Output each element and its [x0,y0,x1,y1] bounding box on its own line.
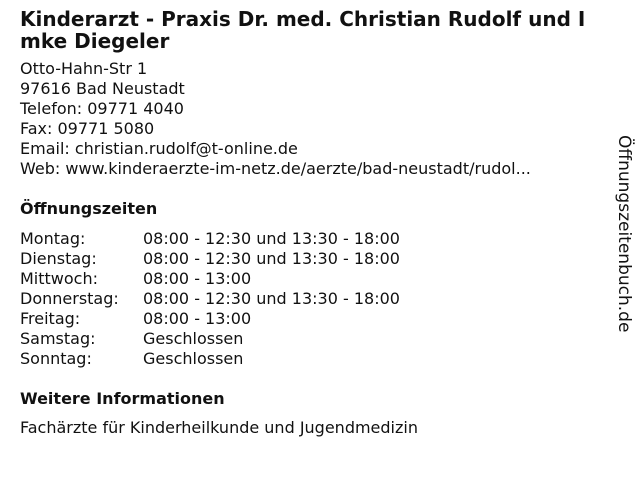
more-info-text: Fachärzte für Kinderheilkunde und Jugendmedizin [20,418,418,437]
day-label: Freitag: [20,309,81,328]
opening-hours-table [20,229,600,369]
day-label: Dienstag: [20,249,97,268]
opening-hours-title: Öffnungszeiten [20,199,158,218]
phone: Telefon: 09771 4040 [20,99,184,118]
day-label: Mittwoch: [20,269,98,288]
street: Otto-Hahn-Str 1 [20,59,148,78]
fax: Fax: 09771 5080 [20,119,155,138]
day-label: Donnerstag: [20,289,119,308]
site-watermark: Öffnungszeitenbuch.de [614,135,634,333]
day-label: Samstag: [20,329,96,348]
hours-row [20,329,600,349]
time-value: 08:00 - 12:30 und 13:30 - 18:00 [143,249,400,268]
hours-row [20,269,600,289]
website: Web: www.kinderaerzte-im-netz.de/aerzte/bad-neustadt/rudol... [20,159,531,178]
time-value: Geschlossen [143,329,244,348]
city: 97616 Bad Neustadt [20,79,185,98]
hours-row [20,349,600,369]
day-label: Sonntag: [20,349,92,368]
hours-row [20,289,600,309]
hours-row [20,229,600,249]
hours-row [20,249,600,269]
time-value: 08:00 - 13:00 [143,309,252,328]
practice-card [20,8,600,438]
contact-block [20,59,600,179]
practice-title: Kinderarzt - Praxis Dr. med. Christian Rudolf und Imke Diegeler [20,7,586,53]
time-value: 08:00 - 12:30 und 13:30 - 18:00 [143,229,400,248]
time-value: 08:00 - 12:30 und 13:30 - 18:00 [143,289,400,308]
hours-row [20,309,600,329]
email: Email: christian.rudolf@t-online.de [20,139,298,158]
time-value: Geschlossen [143,349,244,368]
time-value: 08:00 - 13:00 [143,269,252,288]
day-label: Montag: [20,229,86,248]
more-info-title: Weitere Informationen [20,389,225,408]
